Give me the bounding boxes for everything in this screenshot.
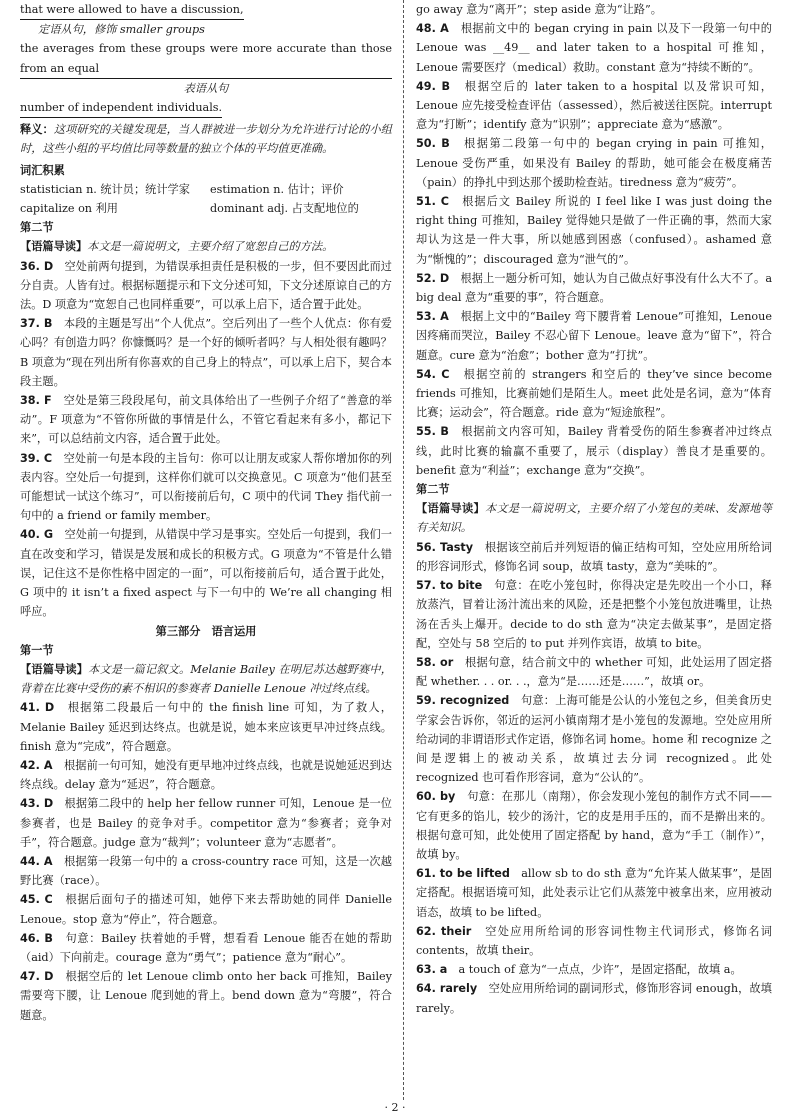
- answer-item: 48. A 根据前文中的 began crying in pain 以及下一段第一句中的 Lenoue was __49__ and later taken to a hospital 可推知，Lenoue 需要医疗（medical）救助。constant 意为“持续不断的”。: [416, 22, 772, 74]
- answer-item: 38. F 空处是第三段段尾句，前文具体给出了一些例子介绍了“善意的举动”。F 项意为“不管你所做的事情是什么，不管它看起来有多小，都记下来”，可以总结前文内容，适合置于此处。: [20, 394, 392, 446]
- passage-guide: 【语篇导读】本文是一篇说明文，主要介绍了小笼包的美味、发源地等有关知识。: [416, 502, 772, 535]
- answer-item: 50. B 根据第二段第一句中的 began crying in pain 可推知，Lenoue 受伤严重，如果没有 Bailey 的帮助，她可能会在极度痛苦（pain）的挣扎中到达那个援助检查站。tiredness 意为“疲劳”。: [416, 137, 772, 189]
- answer-item: 44. A 根据第一段第一句中的 a cross-country race 可知，这是一次越野比赛（race）。: [20, 854, 392, 888]
- answer-item: 42. A 根据前一句可知，她没有更早地冲过终点线，也就是说她延迟到达终点线。delay 意为“延迟”，符合题意。: [20, 758, 392, 792]
- vocab-row: [20, 199, 392, 218]
- answer-item: 57. to bite 句意：在吃小笼包时，你得决定是先咬出一个小口，释放蒸汽，冒着让汤汁流出来的风险，还是把整个小笼包放进嘴里，让热汤在舌头上爆开。decide to do sth 意为“决定去做某事”，是固定搭配，空处与 58 空后的 to put 并列作宾语，故填 to bite。: [416, 579, 772, 650]
- page-number: · 2 ·: [384, 1101, 406, 1114]
- answer-item: 63. a a touch of 意为“一点点，少许”，是固定搭配，故填 a。: [416, 963, 742, 977]
- grammar-label-predicative: 表语从句: [183, 81, 229, 95]
- answer-item: 58. or 根据句意，结合前文中的 whether 可知，此处运用了固定搭配 whether. . . or. . .，意为“是……还是……”，故填 or。: [416, 655, 773, 689]
- answer-item: go away 意为“离开”；step aside 意为“让路”。: [416, 3, 662, 16]
- answer-list-48-55: [416, 0, 772, 480]
- passage-guide: 【语篇导读】本文是一篇说明文，主要介绍了宽恕自己的方法。: [20, 240, 334, 254]
- answer-item: 60. by 句意：在那儿（南翔），你会发现小笼包的制作方式不同——它有更多的馅儿，较少的汤汁，它的皮是用手压的，而不是擀出来的。根据句意可知，此处使用了固定搭配 by hand，意为“手工（制作）”，故填 by。: [416, 790, 772, 861]
- vocab-term: dominant adj. 占支配地位的: [210, 202, 359, 216]
- part-heading: 第三部分 语言运用: [155, 624, 257, 638]
- grammar-label-attributive: 定语从句，修饰 smaller groups: [38, 23, 205, 37]
- answer-item: 40. G 空处前一句提到，从错误中学习是事实。空处后一句提到，我们一直在改变和学习，错误是发展和成长的积极方式。G 项意为“不管是什么错误，记住这不是你性格中固定的一面”，可以衔接前后句，适合置于此处，G 项中的 it isn’t a fixed aspect 与下一句中的 We’re all changing 相呼应。: [20, 528, 392, 619]
- answer-item: 56. Tasty 根据该空前后并列短语的偏正结构可知，空处应用所给词的形容词形式，修饰名词 soup，故填 tasty，意为“美味的”。: [416, 540, 772, 573]
- column-divider: [403, 0, 404, 1100]
- section-heading: 第二节: [20, 221, 54, 235]
- answer-item: 41. D 根据第二段最后一句中的 the finish line 可知，为了救人，Melanie Bailey 延迟到达终点。也就是说，她本来应该更早冲过终点线。finish 意为“完成”，符合题意。: [20, 701, 392, 753]
- sentence-line-3: number of independent individuals.: [20, 98, 392, 118]
- answer-item: 43. D 根据第二段中的 help her fellow runner 可知，Lenoue 是一位参赛者，也是 Bailey 的竞争对手。competitor 意为“参赛者；竞争对手”，符合题意。judge 意为“裁判”；volunteer 意为“志愿者”。: [20, 797, 392, 849]
- vocab-term: statistician n. 统计员；统计学家: [20, 182, 190, 196]
- answer-item: 62. their 空处应用所给词的形容词性物主代词形式，修饰名词 contents，故填 their。: [416, 924, 772, 957]
- vocab-row: [20, 180, 392, 199]
- sentence-line-1: that were allowed to have a discussion,: [20, 0, 392, 20]
- answer-item: 52. D 根据上一题分析可知，她认为自己做点好事没有什么大不了。a big deal 意为“重要的事”，符合题意。: [416, 271, 773, 305]
- translation-note: [20, 120, 392, 158]
- section-heading: 第二节: [416, 483, 450, 497]
- right-column: [416, 0, 772, 1018]
- answer-item: 37. B 本段的主题是写出“个人优点”。空后列出了一些个人优点：你有爱心吗？有创造力吗？你慷慨吗？是一个好的倾听者吗？与人相处很有趣吗？B 项意为“现在列出所有你喜欢的自己身上的特点”，可以承上启下，契合本段主题。: [20, 317, 392, 388]
- passage-guide: 【语篇导读】本文是一篇记叙文。Melanie Bailey 在明尼苏达越野赛中，背着在比赛中受伤的素不相识的参赛者 Danielle Lenoue 冲过终点线。: [20, 662, 392, 696]
- answer-item: 51. C 根据后文 Bailey 所说的 I feel like I was just doing the right thing 可推知，Bailey 觉得她只是做了一件正确的事，然而大家却认为这是一件大事，所以她感到困惑（confused）。ashamed 意为“惭愧的”；discouraged 意为“泄气的”。: [416, 195, 772, 266]
- sentence-line-2: the averages from these groups were more accurate than those from an equal: [20, 39, 392, 78]
- vocab-term: estimation n. 估计；评价: [210, 182, 344, 196]
- answer-item: 59. recognized 句意：上海可能是公认的小笼包之乡，但美食历史学家会告诉你，邻近的运河小镇南翔才是小笼包的发源地。空处应用所给动词的非谓语形式作定语，修饰名词 home。home 和 recognize 之间是逻辑上的被动关系，故填过去分词 recognized。此处 recognized 也可看作形容词，意为“公认的”。: [416, 694, 772, 785]
- answer-item: 45. C 根据后面句子的描述可知，她停下来去帮助她的同伴 Danielle Lenoue。stop 意为“停止”，符合题意。: [20, 893, 392, 926]
- answer-item: 55. B 根据前文内容可知，Bailey 背着受伤的陌生参赛者冲过终点线，此时比赛的输赢不重要了，展示（display）善良才是重要的。benefit 意为“利益”；exchange 意为“交换”。: [416, 425, 772, 477]
- section-heading: 第一节: [20, 643, 54, 657]
- answer-item: 53. A 根据上文中的“Bailey 弯下腰背着 Lenoue”可推知，Lenoue 因疼痛而哭泣，Bailey 不忍心留下 Lenoue。leave 意为“留下”，符合题意。cure 意为“治愈”；bother 意为“打扰”。: [416, 310, 772, 362]
- answer-item: 39. C 空处前一句是本段的主旨句：你可以让朋友或家人帮你增加你的列表内容。空处后一句提到，这样你们就可以交换意见。C 项意为“他们甚至可能想试一试这个练习”，可以衔接前后句，C 项中的代词 They 指代前一句中的 a friend or family member。: [20, 451, 392, 523]
- answer-item: 54. C 根据空前的 strangers 和空后的 they’ve since become friends 可推知，比赛前她们是陌生人。meet 此处是名词，意为“体育比赛；运动会”，符合题意。ride 意为“短途旅程”。: [416, 367, 772, 420]
- vocab-term: capitalize on 利用: [20, 202, 118, 216]
- answer-item: 36. D 空处前两句提到，为错误承担责任是积极的一步，但不要因此而过分自责。人皆有过。根据标题提示和下文分述可知，下文分述原谅自己的方法。D 项意为“宽恕自己也同样重要”，可以承上启下，适合置于此处。: [20, 259, 392, 312]
- answer-list-36-40: [20, 257, 392, 622]
- left-column: [20, 0, 392, 1025]
- answer-item: 61. to be lifted allow sb to do sth 意为“允许某人做某事”，是固定搭配。根据语境可知，此处表示让它们从蒸笼中被拿出来，应用被动语态，故填 to be lifted。: [416, 867, 772, 919]
- answer-item: 47. D 根据空后的 let Lenoue climb onto her back 可推知，Bailey 需要弯下腰，让 Lenoue 爬到她的背上。bend down 意为“弯腰”，符合题意。: [20, 970, 392, 1022]
- vocab-heading: 词汇积累: [20, 163, 65, 177]
- translation-tag: 释义：: [20, 123, 54, 137]
- answer-item: 46. B 句意：Bailey 扶着她的手臂，想看看 Lenoue 能否在她的帮助（aid）下向前走。courage 意为“勇气”；patience 意为“耐心”。: [20, 931, 392, 964]
- answer-item: 64. rarely 空处应用所给词的副词形式，修饰形容词 enough，故填 rarely。: [416, 982, 772, 1015]
- answer-list-41-47: [20, 698, 392, 1024]
- translation-body: 这项研究的关键发现是，当人群被进一步划分为允许进行讨论的小组时，这些小组的平均值比同等数量的独立个体的平均值更准确。: [20, 123, 392, 156]
- answer-item: 49. B 根据空后的 later taken to a hospital 以及常识可知，Lenoue 应先接受检查评估（assessed），然后被送往医院。interrupt 意为“打断”；identify 意为“识别”；appreciate 意为“感激”。: [416, 79, 772, 132]
- answer-list-56-64: [416, 538, 772, 1018]
